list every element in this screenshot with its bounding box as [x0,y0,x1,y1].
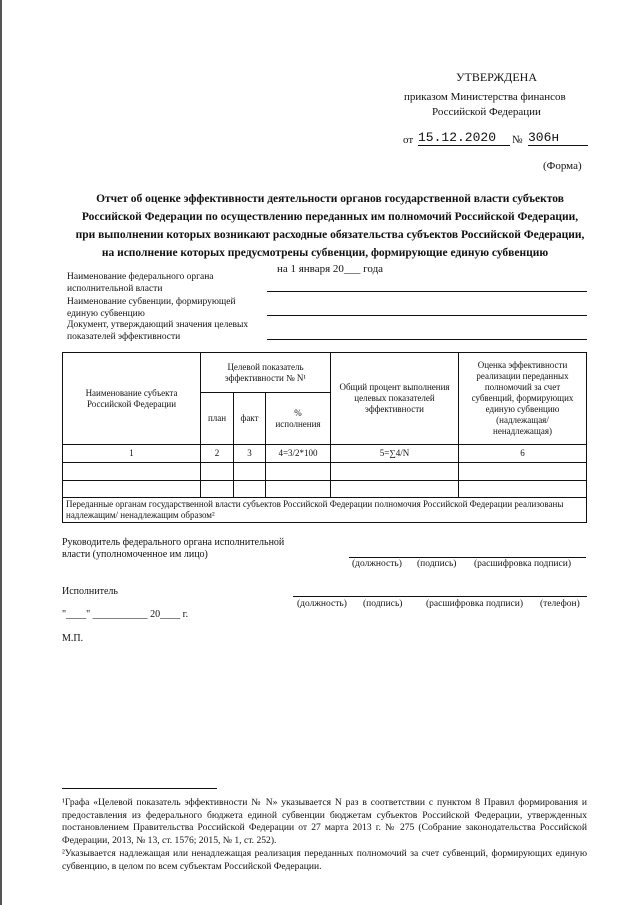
column-number: 5=∑4/N [330,444,459,463]
title-line-1: Отчет об оценке эффективности деятельности органов государственной власти субъектов [96,193,564,205]
field-input-line[interactable] [267,291,587,292]
title-line-2: Российской Федерации по осуществлению переданных им полномочий Российской Федерации, [81,211,579,223]
table-cell[interactable] [200,480,234,498]
table-cell[interactable] [233,480,266,498]
table-cell[interactable] [200,462,234,481]
order-line-2: Российской Федерации [432,106,541,118]
header-total: Общий процент выполнения целевых показателей эффективности [330,352,459,445]
field-label: Наименование федерального органа исполнительной власти [67,272,214,294]
executor-label: Исполнитель [62,586,118,597]
header-plan: план [200,392,234,445]
from-label: от [403,134,414,146]
date-line: "____" ___________ 20____ г. [62,609,189,620]
title-line-4: на исполнение которых предусмотрены субвенции, формирующие единую субвенцию [101,247,549,259]
report-date: на 1 января 20___ года [276,263,384,275]
head-label: Руководитель федерального органа исполнительной власти (уполномоченное им лицо) [62,537,285,560]
column-number: 1 [62,444,201,463]
field-label: Документ, утверждающий значения целевых показателей эффективности [67,320,249,342]
signature-line[interactable] [349,557,586,558]
column-number: 4=3/2*100 [265,444,331,463]
table-cell[interactable] [458,480,587,498]
signature-caption: (подпись) [363,599,403,609]
position-caption: (должность) [352,559,402,569]
order-line-1: приказом Министерства финансов [404,91,566,103]
header-evaluation: Оценка эффективности реализации переданных полномочий за счет субвенций, формирующих единую субвенцию (надлежащая/ ненадлежащая) [458,352,587,445]
header-subject: Наименование субъекта Российской Федерации [62,352,201,445]
scan-edge [0,0,2,905]
table-cell[interactable] [458,462,587,481]
order-date: 15.12.2020 [418,130,510,146]
field-input-line[interactable] [267,339,587,340]
table-footer: Переданные органам государственной власти субъектов Российской Федерации полномочия Российской Федерации реализованы надлежащим/ ненадлежащим образом² [62,497,587,523]
title-line-3: при выполнении которых возникают расходные обязательства субъектов Российской Федерации, [75,229,585,241]
table-cell[interactable] [265,462,331,481]
phone-caption: (телефон) [540,599,580,609]
approved-label: УТВЕРЖДЕНА [456,70,538,84]
decoding-caption: (расшифровка подписи) [426,599,523,609]
column-number: 2 [200,444,234,463]
field-input-line[interactable] [267,315,587,316]
table-cell[interactable] [62,462,201,481]
position-caption: (должность) [297,599,347,609]
table-cell[interactable] [265,480,331,498]
number-label: № [512,134,523,146]
table-cell[interactable] [62,480,201,498]
field-label: Наименование субвенции, формирующей единую субвенцию [67,297,236,319]
footnote-2: ²Указывается надлежащая или ненадлежащая реализация переданных полномочий за счет субвенций, формирующих единую субвенцию, в целом по всем субъектам Российской Федерации. [62,848,587,872]
order-number: 306н [528,130,588,146]
signature-caption: (подпись) [417,559,457,569]
form-label: (Форма) [543,160,582,172]
table-cell[interactable] [330,462,459,481]
column-number: 6 [458,444,587,463]
header-percent: % исполнения [265,392,331,445]
column-number: 3 [233,444,266,463]
table-cell[interactable] [233,462,266,481]
header-target: Целевой показатель эффективности № N¹ [200,352,331,393]
table-cell[interactable] [330,480,459,498]
stamp-label: М.П. [62,633,84,644]
footnote-1: ¹Графа «Целевой показатель эффективности № N» указывается N раз в соответствии с пунктом 8 Правил формирования и предоставления из федерального бюджета единой субвенции бюджетам субъектов Российской Федерации, утвержденных постановлением Правительства Российской Федерации от 27 марта 2013 г. № 275 (Собрание законодательства Российской Федерации, 2013, № 13, ст. 1576; 2015, № 1, ст. 252). [62,797,587,846]
signature-line[interactable] [293,596,587,597]
header-fact: факт [233,392,266,445]
decoding-caption: (расшифровка подписи) [474,559,571,569]
footnote-divider [62,788,217,789]
